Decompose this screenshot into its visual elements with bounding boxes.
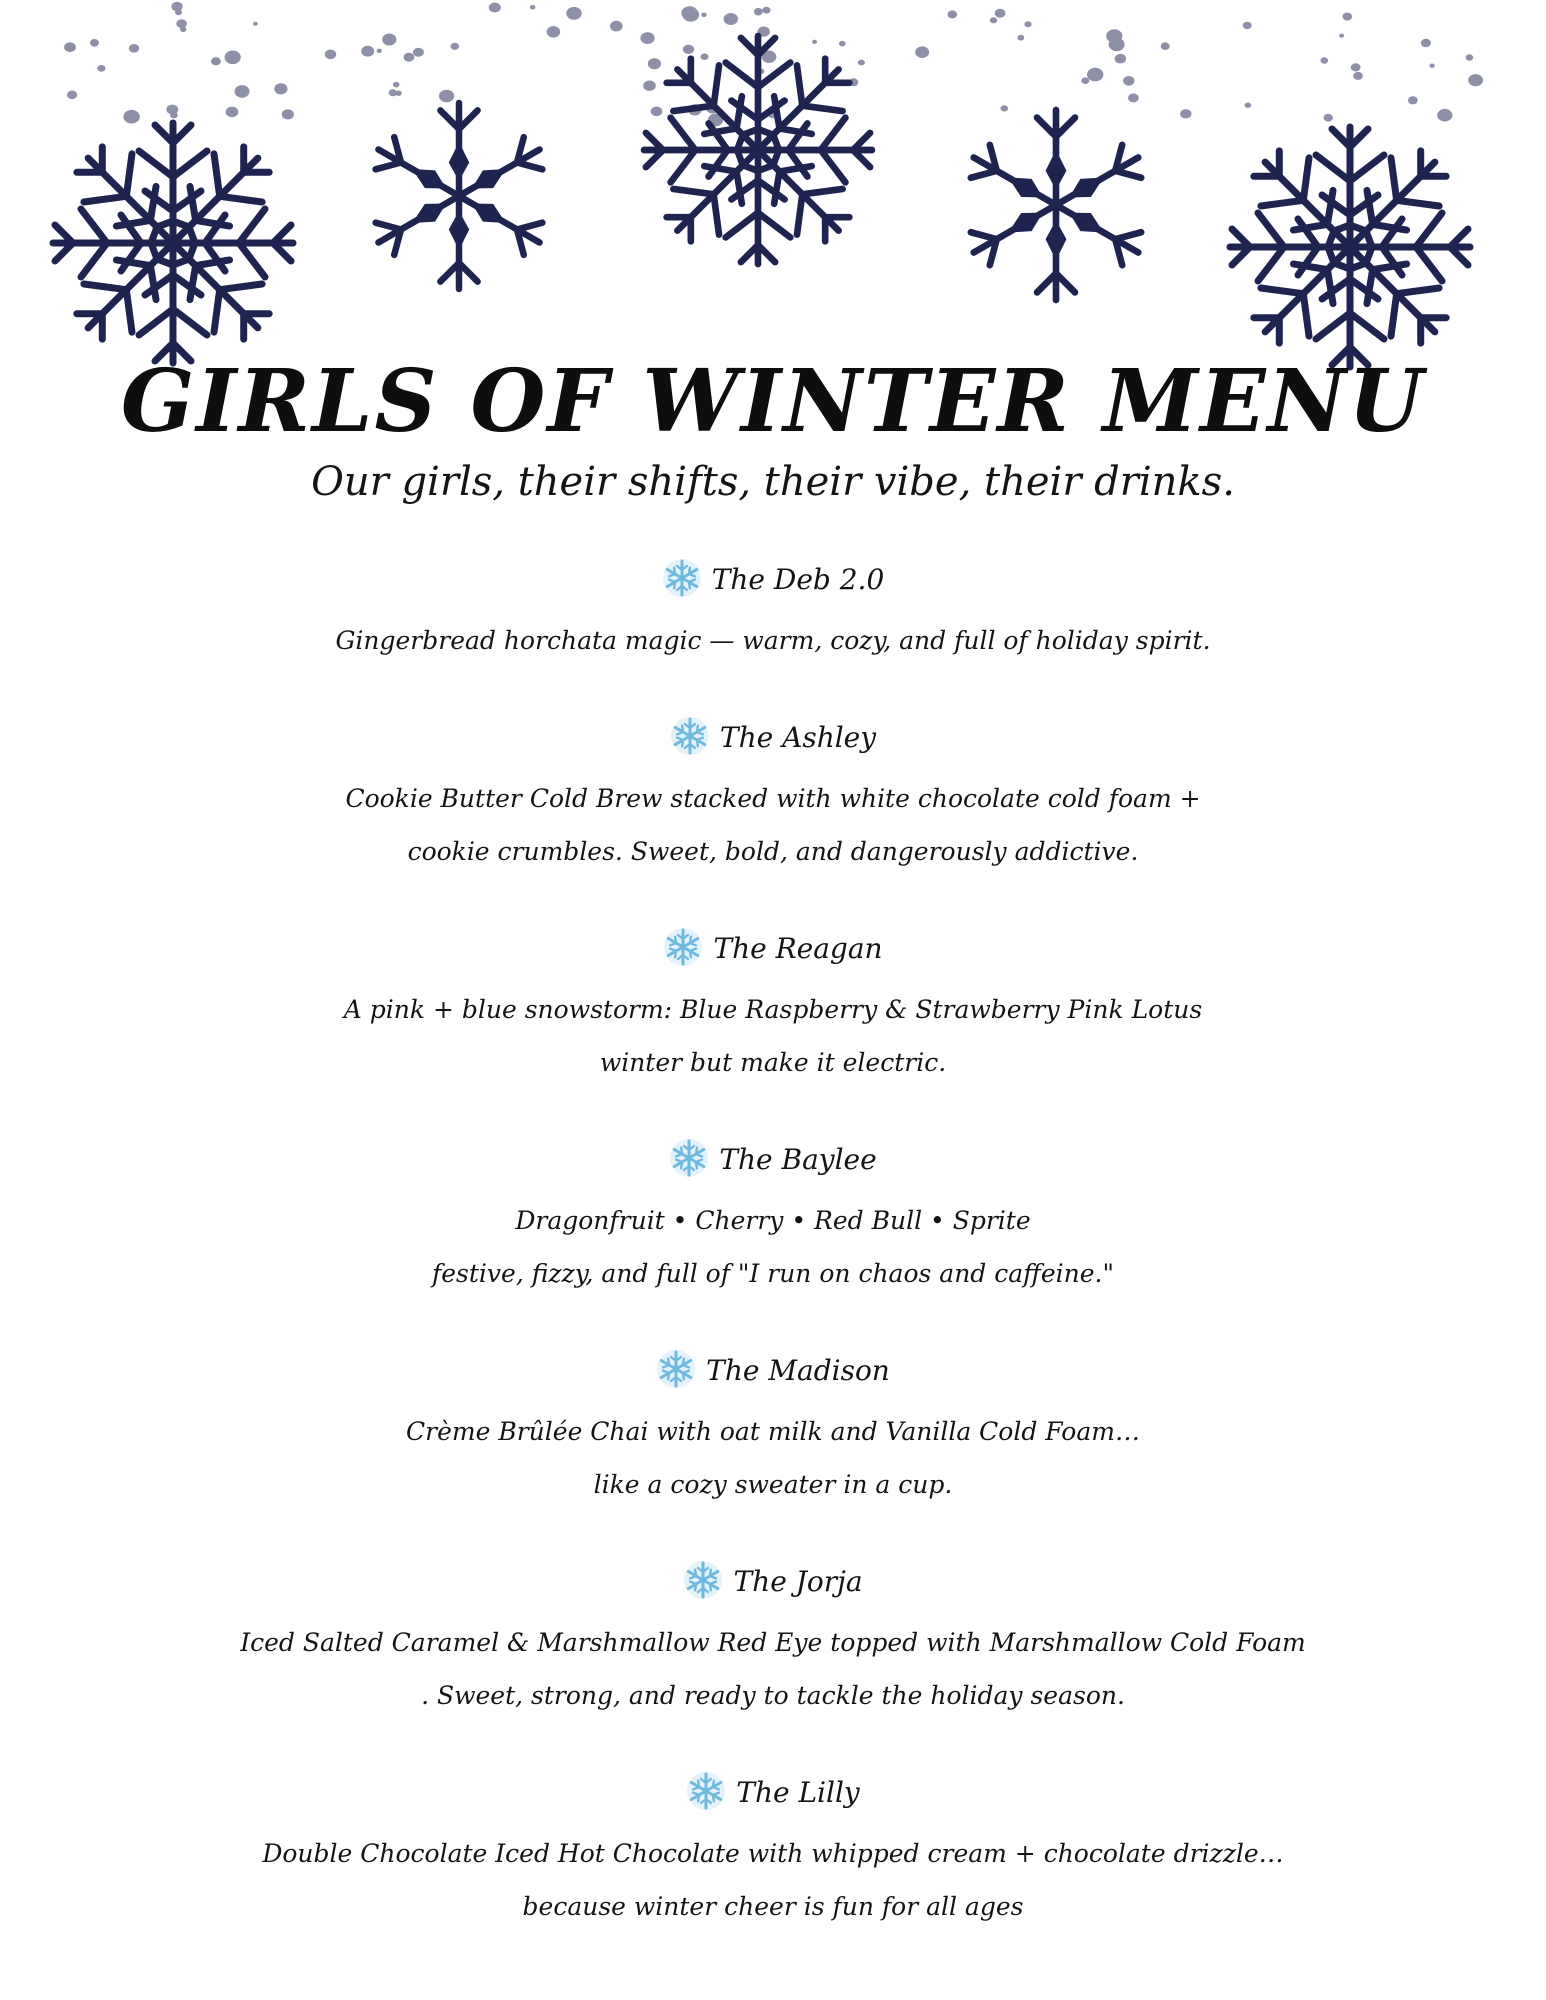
menu-title: GIRLS OF WINTER MENU <box>120 351 1426 452</box>
snow-dot <box>1408 96 1418 104</box>
menu-item-name-text: The Deb 2.0 <box>711 563 885 596</box>
snow-dot <box>858 60 865 66</box>
snow-dot <box>489 3 501 13</box>
snow-dot <box>990 17 997 23</box>
menu-item-name <box>0 1562 1546 1602</box>
snow-dot <box>1109 38 1125 51</box>
snow-dot <box>377 49 382 53</box>
snow-dot <box>180 27 186 32</box>
menu-item-name <box>0 1140 1546 1180</box>
snowflake-left-inner <box>369 103 549 289</box>
menu-item-name <box>0 1351 1546 1391</box>
menu-item-description: Cookie Butter Cold Brew stacked with white chocolate cold foam + <box>345 784 1201 813</box>
snow-dot <box>547 26 561 37</box>
snow-dot <box>995 9 1006 18</box>
snow-dot <box>1161 42 1170 50</box>
snow-dot <box>1243 22 1252 29</box>
snow-dot <box>1421 39 1431 47</box>
menu-subtitle: Our girls, their shifts, their vibe, their drinks. <box>311 459 1235 505</box>
menu-item-description: cookie crumbles. Sweet, bold, and dangerously addictive. <box>407 837 1139 866</box>
snow-dot <box>648 58 661 69</box>
snow-dot <box>1351 63 1361 71</box>
snow-dot <box>566 7 581 20</box>
snow-dot <box>226 107 239 118</box>
snowflake-right-inner <box>964 110 1148 300</box>
menu-item-description: Iced Salted Caramel & Marshmallow Red Eye topped with Marshmallow Cold Foam <box>240 1628 1306 1657</box>
menu-item-name-text: The Lilly <box>736 1776 860 1809</box>
snow-dot <box>389 89 397 96</box>
snow-dot <box>1245 103 1252 108</box>
snow-dot <box>1353 72 1363 80</box>
snow-dot <box>643 81 656 91</box>
snow-dot <box>175 9 182 15</box>
menu-item-description: festive, fizzy, and full of "I run on chaos and caffeine." <box>431 1259 1114 1288</box>
menu-item-name <box>0 560 1546 600</box>
snowflake-icon <box>669 1138 713 1178</box>
menu-item-description: winter but make it electric. <box>599 1048 947 1077</box>
snow-dot <box>235 85 250 98</box>
snow-dot <box>762 7 770 14</box>
snow-dot <box>754 8 763 16</box>
snow-dot <box>404 53 415 62</box>
menu-item-description: Dragonfruit • Cherry • Red Bull • Sprite <box>515 1206 1031 1235</box>
snow-dot <box>530 5 536 10</box>
snow-dot <box>1128 93 1139 102</box>
snow-dot <box>1343 13 1353 21</box>
snowflake-icon <box>662 558 706 598</box>
snow-dot <box>211 57 221 65</box>
menu-item-lilly <box>0 1773 1546 1933</box>
snow-dot <box>1466 54 1474 60</box>
snow-dot <box>651 107 663 117</box>
snow-dot <box>67 91 77 100</box>
snow-dot <box>683 45 694 54</box>
snow-dot <box>1437 109 1452 122</box>
snow-dot <box>129 44 139 53</box>
snow-dot <box>1180 109 1191 118</box>
snow-dot <box>393 82 400 88</box>
snow-dot <box>123 110 139 124</box>
menu-item-description: . Sweet, strong, and ready to tackle the holiday season. <box>421 1681 1125 1710</box>
snow-dot <box>1087 68 1103 82</box>
snow-dot <box>915 46 929 58</box>
snow-dot <box>640 32 654 44</box>
menu-item-ashley <box>0 718 1546 878</box>
snowflake-right-outer <box>1230 127 1470 367</box>
snow-dot <box>1017 35 1024 41</box>
snow-dot <box>812 40 817 44</box>
snow-dot <box>325 50 336 60</box>
menu-item-description: Crème Brûlée Chai with oat milk and Vanilla Cold Foam… <box>406 1417 1140 1446</box>
snow-dot <box>451 43 460 50</box>
snowflake-icon <box>656 1349 700 1389</box>
menu-item-name-text: The Jorja <box>733 1565 863 1598</box>
snow-dot <box>413 48 424 57</box>
snow-dot <box>176 19 187 28</box>
snowflake-garland <box>0 0 1546 380</box>
snow-dot <box>1430 63 1435 67</box>
menu-item-description: Double Chocolate Iced Hot Chocolate with whipped cream + chocolate drizzle… <box>262 1839 1284 1868</box>
snow-dot <box>170 112 178 118</box>
snow-dot <box>439 90 454 103</box>
snowflake-icon <box>686 1771 730 1811</box>
snow-dot <box>681 6 697 20</box>
menu-item-description: Gingerbread horchata magic — warm, cozy, and full of holiday spirit. <box>335 626 1211 655</box>
snowflake-left-outer <box>53 123 293 363</box>
menu-item-name-text: The Ashley <box>719 721 877 754</box>
menu-item-description: like a cozy sweater in a cup. <box>593 1470 953 1499</box>
snow-dot <box>1081 77 1089 84</box>
snow-dot <box>90 39 99 47</box>
snow-dot <box>839 41 846 47</box>
menu-item-name <box>0 929 1546 969</box>
snow-dot <box>1339 34 1344 38</box>
menu-item-name-text: The Baylee <box>719 1143 877 1176</box>
snow-dot <box>361 46 374 57</box>
snow-dot <box>274 83 287 94</box>
menu-item-baylee <box>0 1140 1546 1300</box>
snow-dot <box>948 10 958 18</box>
snow-dot <box>1321 57 1329 63</box>
snowflake-icon <box>663 927 707 967</box>
snow-dot <box>282 109 294 119</box>
snow-dot <box>1123 76 1134 86</box>
snow-dot <box>701 53 709 60</box>
menu-item-description: because winter cheer is fun for all ages <box>522 1892 1024 1921</box>
snow-dot <box>1001 105 1009 111</box>
menu-item-reagan <box>0 929 1546 1089</box>
snow-dot <box>1324 114 1333 122</box>
snow-dot <box>724 13 738 25</box>
snow-dot <box>225 51 241 65</box>
menu-item-madison <box>0 1351 1546 1511</box>
snowflake-icon <box>683 1560 727 1600</box>
snow-dot <box>97 65 105 72</box>
menu-item-name-text: The Madison <box>706 1354 890 1387</box>
menu-item-jorja <box>0 1562 1546 1722</box>
menu-item-name <box>0 718 1546 758</box>
menu-item-name <box>0 1773 1546 1813</box>
snow-dot <box>1115 54 1126 64</box>
snowflake-center <box>644 36 872 264</box>
snow-dot <box>701 13 706 17</box>
snow-dot <box>253 22 258 26</box>
snow-dot <box>1024 21 1031 27</box>
snow-dot <box>382 34 396 46</box>
menu-item-deb <box>0 560 1546 667</box>
snow-dot <box>610 21 623 32</box>
snow-dot <box>64 42 76 52</box>
snowflake-icon <box>670 716 714 756</box>
snow-dot <box>1473 80 1480 86</box>
menu-item-description: A pink + blue snowstorm: Blue Raspberry & Strawberry Pink Lotus <box>343 995 1203 1024</box>
menu-item-name-text: The Reagan <box>713 932 883 965</box>
